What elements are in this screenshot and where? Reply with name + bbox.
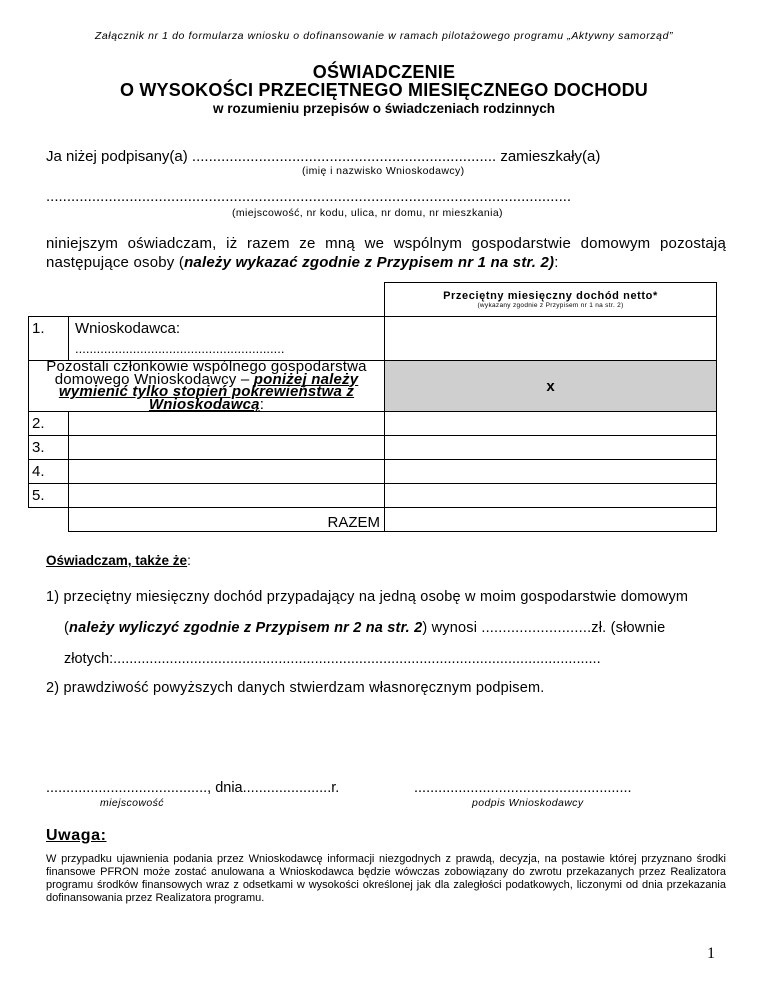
statement-2: 2) prawdziwość powyższych danych stwierdzam własnoręcznym podpisem. [46,680,545,696]
member-5-income-input[interactable] [385,484,717,508]
place-date-field[interactable]: ........................................, dnia......................r. [46,780,340,796]
statement-1: 1) przeciętny miesięczny dochód przypadający na jedną osobę w moim gospodarstwie domowym [46,589,689,605]
row-number-3: 3. [29,436,69,460]
applicant-cell [69,317,385,361]
applicant-suffix: zamieszkały(a) [500,148,601,165]
name-caption: (imię i nazwisko Wnioskodawcy) [302,165,465,177]
x-mark-cell: x [385,361,717,412]
member-5-input[interactable] [69,484,385,508]
annex-note: Załącznik nr 1 do formularza wniosku o dofinansowanie w ramach pilotażowego programu „Aktywny samorząd” [94,30,674,42]
declaration-text: niniejszym oświadczam, iż razem ze mną we wspólnym gospodarstwie domowym pozostają następujące osoby (należy wykazać zgodnie z Przypisem nr 1 na str. 2): [46,235,726,271]
notice-text: W przypadku ujawnienia podania przez Wnioskodawcę informacji niezgodnych z prawdą, decyzja, na postawie której przyznano środki finansowe PFRON może zostać anulowana a Wnioskodawca będzie wówczas zobowiązany do zwrotu przekazanych przez Realizatora programu środków finansowych wraz z odsetkami w wysokości określonej jak dla zaległości podatkowych, liczonymi od dnia przekazania dofinansowania przez Realizatora programu. [46,853,726,904]
member-2-input[interactable] [69,412,385,436]
notice-heading: Uwaga: [46,827,107,844]
declaration-emphasis: należy wykazać zgodnie z Przypisem nr 1 na str. 2) [184,254,555,271]
place-caption: miejscowość [100,797,164,809]
page-number: 1 [707,945,715,962]
row-number-1: 1. [29,317,69,361]
income-header-cell [385,283,717,317]
income-amount-field[interactable]: ) wynosi ..........................zł. (słownie [422,620,666,636]
income-note: (wykazany zgodnie z Przypisem nr 1 na str. 2) [477,302,624,309]
address-caption: (miejscowość, nr kodu, ulica, nr domu, nr mieszkania) [232,207,503,219]
signature-field[interactable]: ...................................................... [414,780,632,796]
household-table [28,282,717,532]
row-number-5: 5. [29,484,69,508]
document-subtitle: w rozumieniu przepisów o świadczeniach rodzinnych [212,101,556,116]
member-2-income-input[interactable] [385,412,717,436]
address-field[interactable]: .............................................................................................................................. [46,188,572,205]
signature-caption: podpis Wnioskodawcy [472,797,584,809]
total-income-input[interactable] [385,508,717,532]
member-4-input[interactable] [69,460,385,484]
member-4-income-input[interactable] [385,460,717,484]
document-title: OŚWIADCZENIE [312,62,456,82]
member-3-input[interactable] [69,436,385,460]
member-3-income-input[interactable] [385,436,717,460]
other-members-label: Pozostali członkowie wspólnego gospodarstwa domowego Wnioskodawcy – poniżej należy wymienić tylko stopień pokrewieństwa z Wnioskodawcą: [29,361,385,412]
document-title-line2: O WYSOKOŚCI PRZECIĘTNEGO MIESIĘCZNEGO DOCHODU [119,80,649,100]
applicant-name-input[interactable]: .......................................................... [75,341,285,356]
statements-heading: Oświadczam, także że: [46,553,191,568]
applicant-label: Wnioskodawca: [75,320,181,337]
applicant-line [46,148,600,165]
row-number-4: 4. [29,460,69,484]
applicant-prefix: Ja niżej podpisany(a) [46,148,188,165]
income-in-words-field[interactable]: złotych:......................................................................................................................... [64,651,601,667]
row-number-2: 2. [29,412,69,436]
applicant-name-field[interactable]: ......................................................................... [191,148,497,165]
applicant-income-input[interactable] [385,317,717,361]
total-label: RAZEM [69,508,385,532]
statement-1-continued: (należy wyliczyć zgodnie z Przypisem nr 2 na str. 2) wynosi ..........................zł. (słownie [64,620,666,636]
income-header: Przeciętny miesięczny dochód netto* [443,290,658,302]
